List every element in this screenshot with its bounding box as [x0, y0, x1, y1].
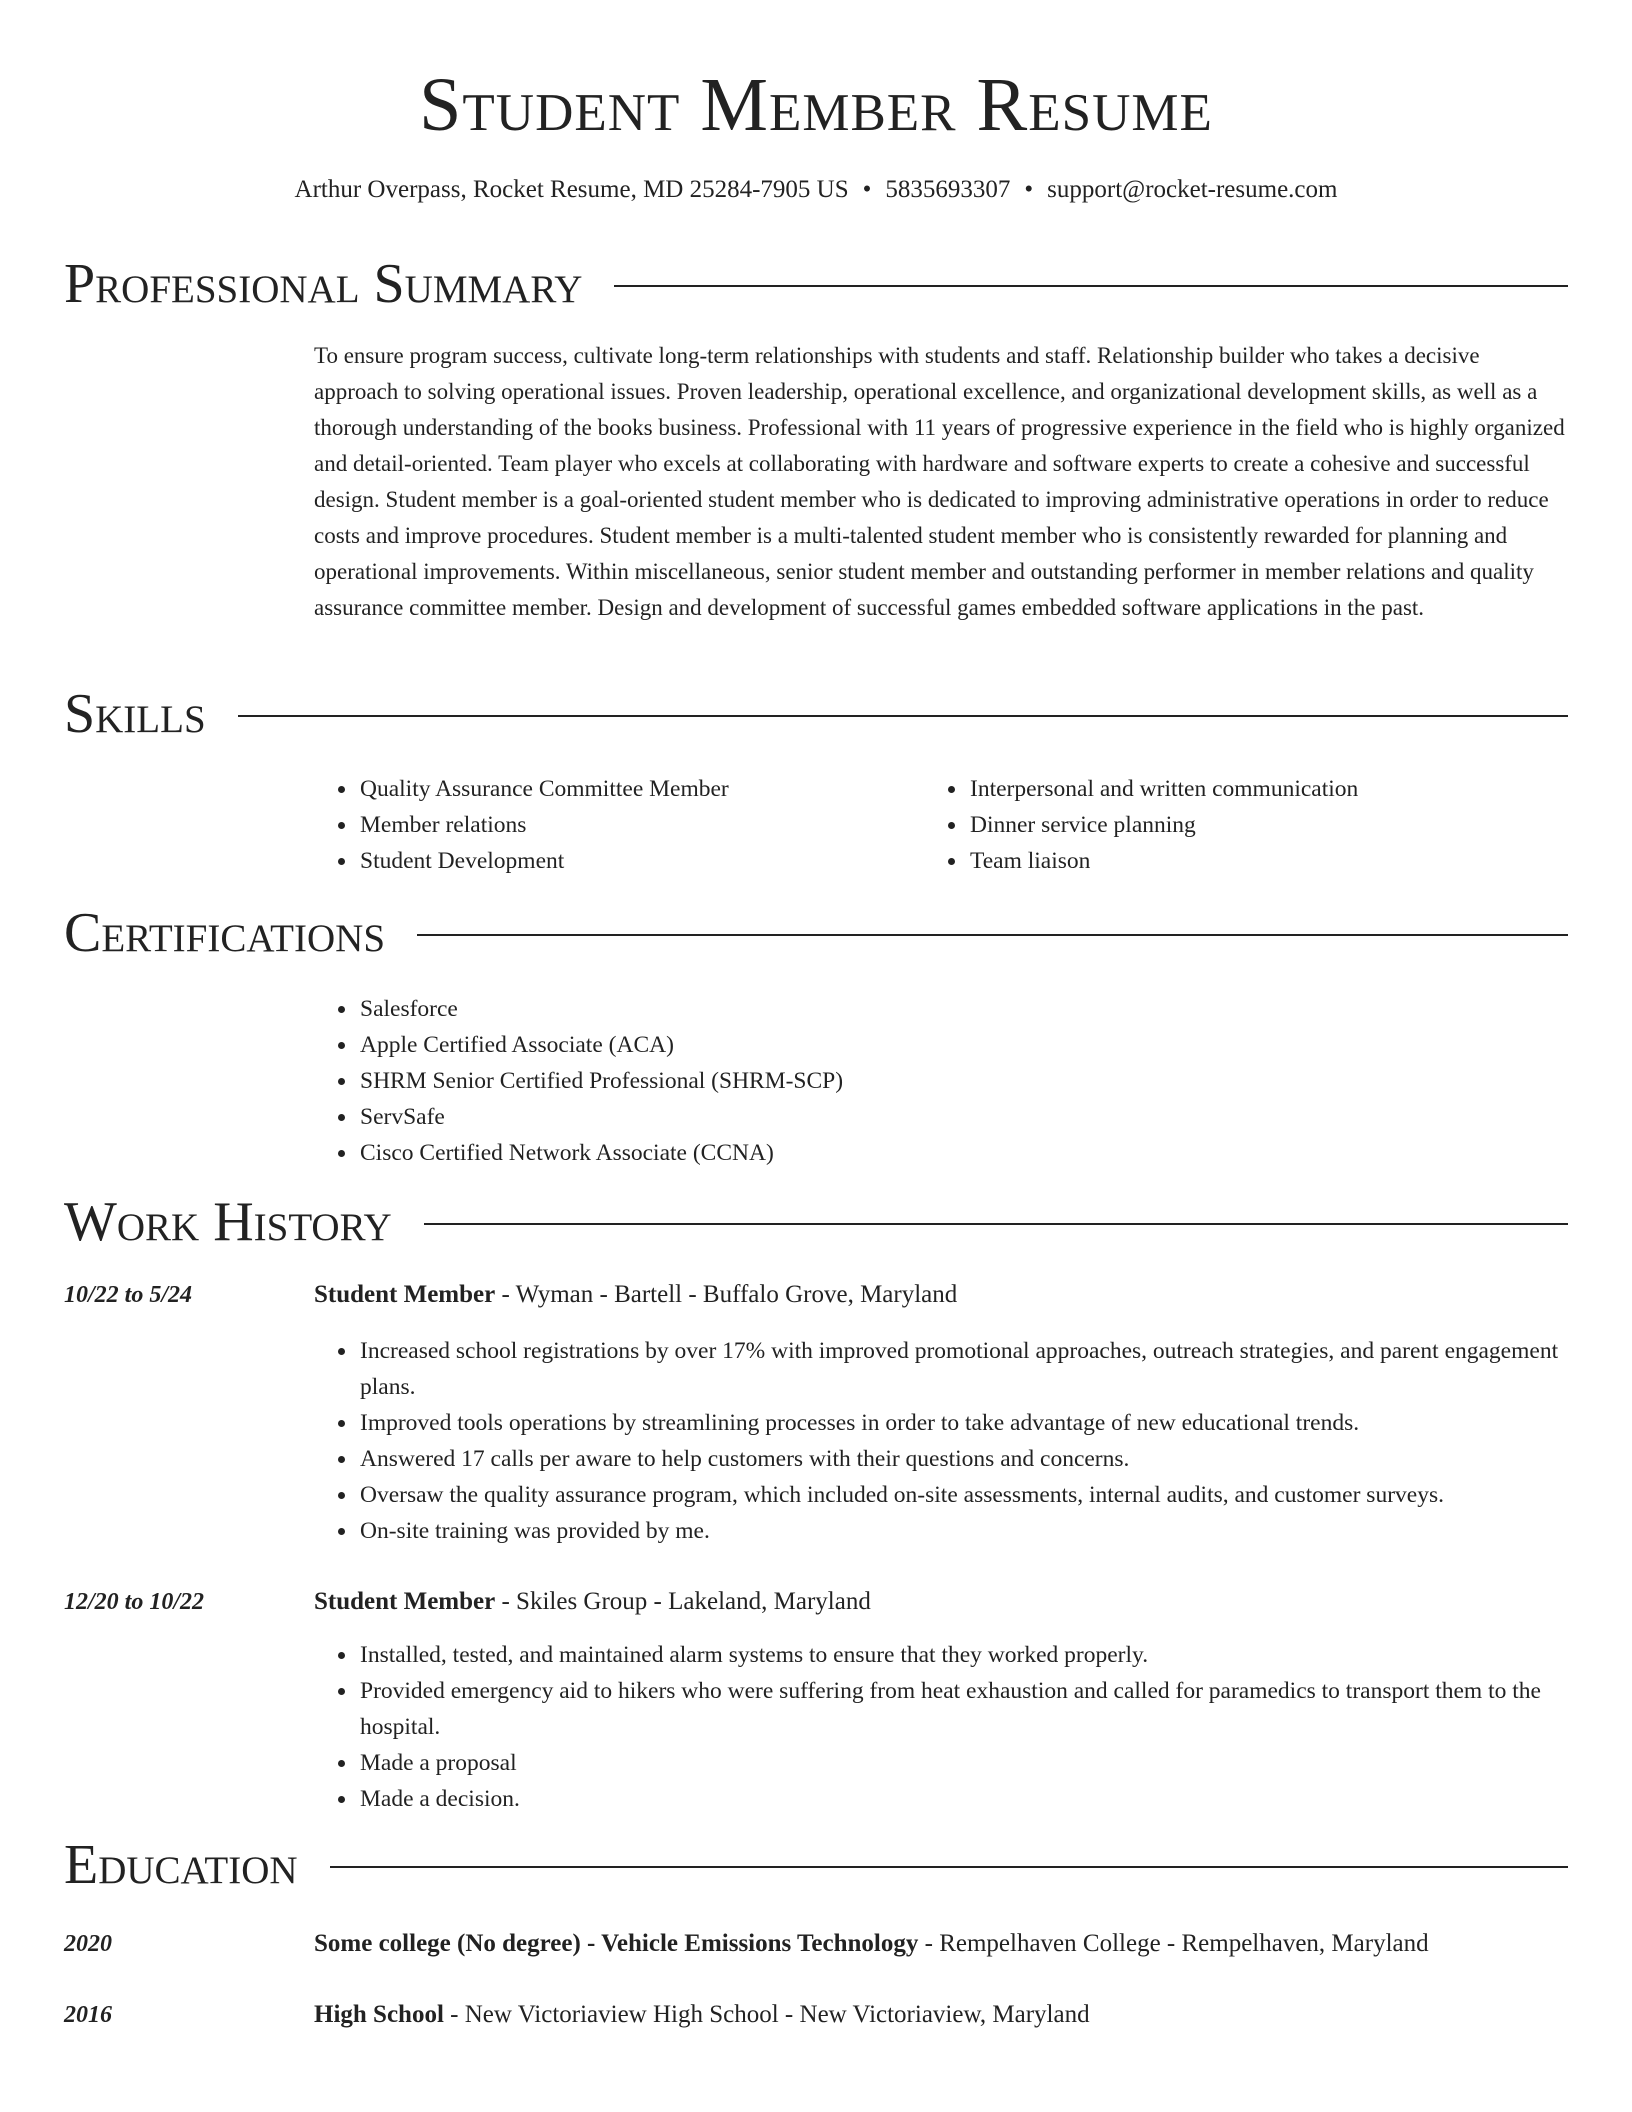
- skill-item: • Member relations: [358, 807, 914, 843]
- section-divider: [424, 1223, 1568, 1225]
- education-degree: Some college (No degree) - Vehicle Emissions Technology: [314, 1930, 919, 1957]
- section-header-certifications: [64, 901, 1568, 965]
- job-bullet: • Improved tools operations by streamlining processes in order to take advantage of new educational trends.: [358, 1405, 1568, 1441]
- job-bullet-list: [314, 1333, 1568, 1549]
- certification-item: • Apple Certified Associate (ACA): [358, 1027, 1514, 1063]
- job-bullet: • Answered 17 calls per aware to help customers with their questions and concerns.: [358, 1441, 1568, 1477]
- education-year: 2020: [64, 1931, 112, 1957]
- job-details: - Wyman - Bartell - Buffalo Grove, Maryland: [495, 1281, 958, 1308]
- certifications-block: [314, 991, 1514, 1171]
- certification-item: • SHRM Senior Certified Professional (SHRM-SCP): [358, 1063, 1514, 1099]
- job-dates: 12/20 to 10/22: [64, 1589, 205, 1615]
- contact-separator: •: [862, 176, 872, 203]
- contact-address: Arthur Overpass, Rocket Resume, MD 25284-7905 US: [294, 176, 849, 203]
- job-bullet: • Made a decision.: [358, 1781, 1568, 1817]
- job-role: Student Member: [314, 1281, 496, 1308]
- certification-item: • Cisco Certified Network Associate (CCNA): [358, 1135, 1514, 1171]
- section-title-skills: Skills: [64, 683, 206, 745]
- education-details: - Rempelhaven College - Rempelhaven, Maryland: [918, 1930, 1429, 1957]
- certifications-list: [314, 991, 1514, 1171]
- section-header-skills: [64, 682, 1568, 746]
- job-role: Student Member: [314, 1588, 496, 1615]
- job-heading: [314, 1278, 1568, 1312]
- contact-email[interactable]: support@rocket-resume.com: [1047, 176, 1338, 203]
- section-title-work-history: Work History: [64, 1191, 392, 1253]
- job-bullet: • Increased school registrations by over 17% with improved promotional approaches, outreach strategies, and parent engagement plans.: [358, 1333, 1568, 1405]
- skills-list-left: [314, 771, 914, 879]
- job-bullet: • Made a proposal: [358, 1745, 1568, 1781]
- job-heading: [314, 1585, 1568, 1619]
- section-header-summary: [64, 252, 1568, 316]
- resume-title: Student Member Resume: [419, 63, 1213, 147]
- skill-item: • Quality Assurance Committee Member: [358, 771, 914, 807]
- section-header-education: [64, 1833, 1568, 1897]
- education-degree: High School: [314, 2001, 444, 2028]
- job-dates: 10/22 to 5/24: [64, 1282, 193, 1308]
- education-heading: [314, 1998, 1568, 2032]
- job-bullet-list: [314, 1637, 1568, 1817]
- certification-item: • Salesforce: [358, 991, 1514, 1027]
- section-title-certifications: Certifications: [64, 902, 386, 964]
- skills-column-left: [314, 771, 914, 879]
- skill-item: • Interpersonal and written communication: [968, 771, 1564, 807]
- job-responsibilities: [314, 1637, 1568, 1817]
- skills-column-right: [924, 771, 1564, 879]
- contact-line: [0, 174, 1632, 206]
- certification-item: • ServSafe: [358, 1099, 1514, 1135]
- job-details: - Skiles Group - Lakeland, Maryland: [495, 1588, 871, 1615]
- section-title-summary: Professional Summary: [64, 253, 583, 315]
- education-heading: [314, 1927, 1568, 1961]
- section-divider: [417, 934, 1568, 936]
- job-bullet: • On-site training was provided by me.: [358, 1513, 1568, 1549]
- section-divider: [330, 1866, 1568, 1868]
- section-divider: [238, 715, 1568, 717]
- summary-text: To ensure program success, cultivate long-term relationships with students and staff. Relationship builder who takes a decisive approach to solving operational issues. Proven leadership, operational excellence, and organizational development skills, as well as a thorough understanding of the books business. Professional with 11 years of progressive experience in the field who is highly organized and detail-oriented. Team player who excels at collaborating with hardware and software experts to create a cohesive and successful design. Student member is a goal-oriented student member who is dedicated to improving administrative operations in order to reduce costs and improve procedures. Student member is a multi-talented student member who is consistently rewarded for planning and operational improvements. Within miscellaneous, senior student member and outstanding performer in member relations and quality assurance committee member. Design and development of successful games embedded software applications in the past.: [314, 343, 1565, 620]
- job-bullet: • Oversaw the quality assurance program, which included on-site assessments, internal audits, and customer surveys.: [358, 1477, 1568, 1513]
- contact-phone: 5835693307: [885, 176, 1011, 203]
- skill-item: • Student Development: [358, 843, 914, 879]
- education-details: - New Victoriaview High School - New Victoriaview, Maryland: [443, 2001, 1090, 2028]
- section-header-work-history: [64, 1190, 1568, 1254]
- section-title-education: Education: [64, 1834, 298, 1896]
- contact-separator: •: [1024, 176, 1034, 203]
- job-responsibilities: [314, 1333, 1568, 1549]
- education-year: 2016: [64, 2002, 112, 2028]
- section-divider: [614, 285, 1568, 287]
- job-bullet: • Provided emergency aid to hikers who were suffering from heat exhaustion and called for paramedics to transport them to the hospital.: [358, 1673, 1568, 1745]
- job-bullet: • Installed, tested, and maintained alarm systems to ensure that they worked properly.: [358, 1637, 1568, 1673]
- skill-item: • Team liaison: [968, 843, 1564, 879]
- skill-item: • Dinner service planning: [968, 807, 1564, 843]
- skills-list-right: [924, 771, 1564, 879]
